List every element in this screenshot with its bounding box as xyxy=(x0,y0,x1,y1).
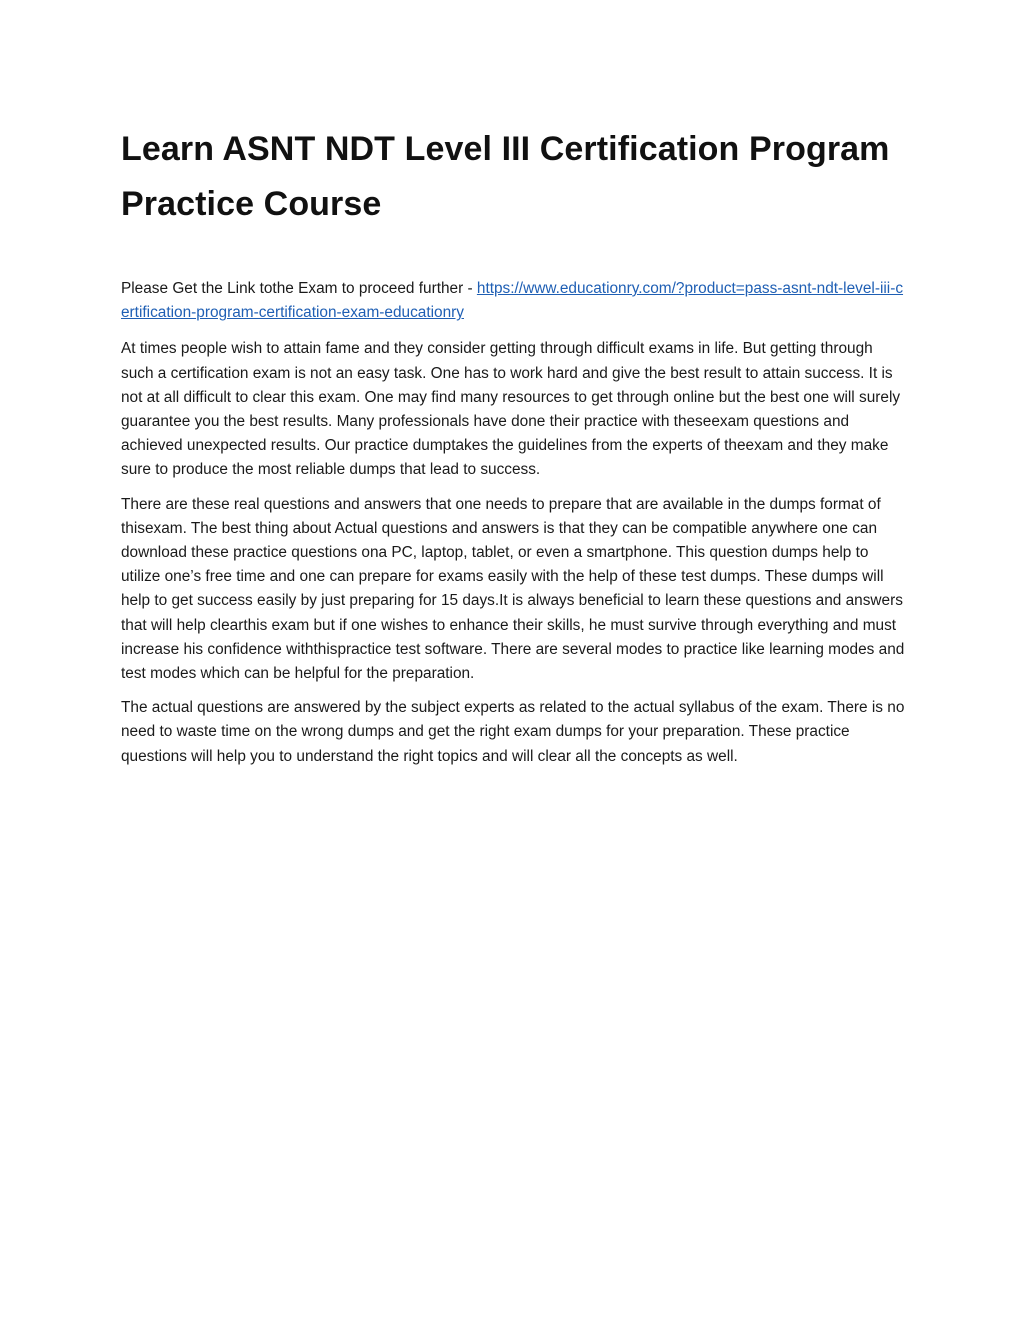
document-page xyxy=(121,122,907,779)
body-paragraph-3: The actual questions are answered by the subject experts as related to the actual syllabus of the exam. There is no need to waste time on the wrong dumps and get the right exam dumps for your preparation. These practice questions will help you to understand the right topics and will clear all the concepts as well. xyxy=(121,699,905,765)
link-paragraph xyxy=(121,277,907,325)
link-intro-text: Please Get the Link tothe Exam to proceed further - xyxy=(121,280,477,297)
document-title: Learn ASNT NDT Level III Certification Program Practice Course xyxy=(121,130,890,223)
body-paragraph-2: There are these real questions and answers that one needs to prepare that are available in the dumps format of thisexam. The best thing about Actual questions and answers is that they can be compatible anywhere one can download these practice questions ona PC, laptop, tablet, or even a smartphone. This question dumps help to utilize one’s free time and one can prepare for exams easily with the help of these test dumps. These dumps will help to get success easily by just preparing for 15 days.It is always beneficial to learn these questions and answers that will help clearthis exam but if one wishes to enhance their skills, he must survive through everything and must increase his confidence withthispractice test software. There are several modes to practice like learning modes and test modes which can be helpful for the preparation. xyxy=(121,495,905,683)
body-paragraph-1: At times people wish to attain fame and they consider getting through difficult exams in life. But getting through such a certification exam is not an easy task. One has to work hard and give the best result to attain success. It is not at all difficult to clear this exam. One may find many resources to get through online but the best one will surely guarantee you the best results. Many professionals have done their practice with theseexam questions and achieved unexpected results. Our practice dumptakes the guidelines from the experts of theexam and they make sure to produce the most reliable dumps that lead to success. xyxy=(121,340,901,479)
exam-link[interactable]: https://www.educationry.com/?product=pass-asnt-ndt-level-iii-certification-program-certification-exam-educationry xyxy=(121,280,904,322)
